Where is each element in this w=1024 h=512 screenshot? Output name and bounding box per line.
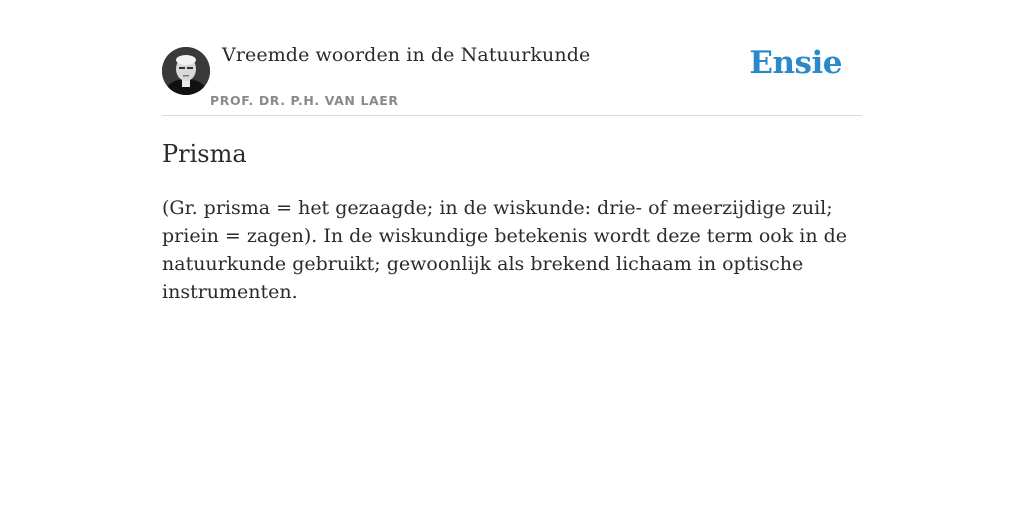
entry-card [162, 0, 862, 303]
source-header [162, 0, 862, 116]
entry-title: Prisma [162, 140, 247, 168]
ensie-logo[interactable]: Ensie [749, 45, 842, 81]
portrait-icon [162, 47, 210, 95]
author-avatar[interactable] [162, 47, 210, 95]
author-name[interactable]: PROF. DR. P.H. VAN LAER [210, 93, 399, 108]
entry-text: (Gr. prisma = het gezaagde; in de wiskunde: drie- of meerzijdige zuil; priein = zagen). In de wiskundige betekenis wordt deze term ook in de natuurkunde gebruikt; gewoonlijk als brekend lichaam in optische instrumenten. [162, 197, 848, 303]
book-title[interactable]: Vreemde woorden in de Natuurkunde [222, 44, 591, 66]
